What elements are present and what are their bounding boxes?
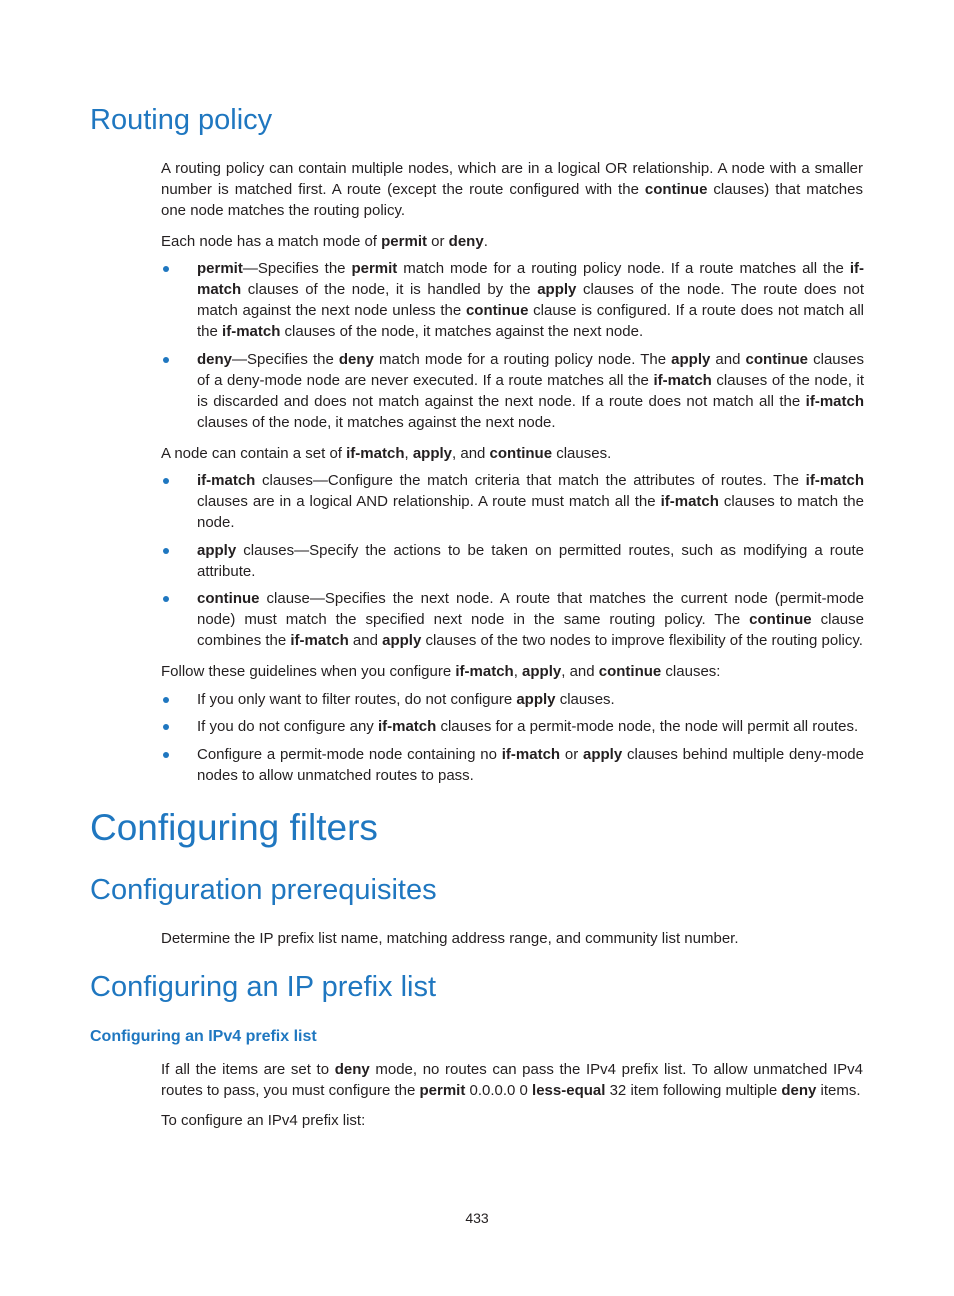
keyword: if-match — [222, 323, 281, 340]
bullet-icon — [163, 478, 169, 484]
text-run: clauses of the two nodes to improve flexibility of the routing policy. — [421, 632, 863, 649]
paragraph-match-mode — [161, 231, 863, 252]
keyword: permit — [419, 1082, 466, 1099]
text-run: clauses: — [661, 663, 721, 680]
bullet-icon — [163, 596, 169, 602]
keyword: apply — [583, 746, 623, 763]
paragraph-guidelines — [161, 661, 863, 682]
paragraph-routing-policy-intro — [161, 158, 863, 221]
keyword: apply — [412, 445, 453, 462]
text-run: A node can contain a set of — [161, 445, 347, 462]
keyword: deny — [448, 233, 484, 250]
keyword: continue — [465, 302, 529, 319]
keyword: deny — [338, 351, 374, 368]
text-run: , and — [452, 445, 490, 462]
keyword: if-match — [455, 663, 514, 680]
text-run: mode, no routes can pass the IPv4 prefix list. To allow unmatched IPv4 routes to pass, you must configure the — [161, 1061, 864, 1099]
keyword: apply — [197, 542, 237, 559]
keyword: if-match — [197, 472, 256, 489]
text-run: Each node has a match mode of — [161, 233, 382, 250]
text-run: clauses of a deny-mode node are never executed. If a route matches all the — [197, 351, 864, 389]
bullet-icon — [163, 724, 169, 730]
text-run: clauses—Configure the match criteria that match the attributes of routes. The — [255, 472, 806, 489]
text-run: clauses are in a logical AND relationship. A route must match all the — [197, 493, 661, 510]
keyword: less-equal — [532, 1082, 606, 1099]
keyword: continue — [745, 351, 809, 368]
text-run: , and — [561, 663, 599, 680]
text-run: or — [426, 233, 449, 250]
keyword: continue — [598, 663, 662, 680]
keyword: apply — [537, 281, 577, 298]
text-run: 32 item following multiple — [605, 1082, 782, 1099]
heading-configuring-filters: Configuring filters — [90, 807, 378, 848]
bullet-icon — [163, 357, 169, 363]
page-number: 433 — [465, 1210, 489, 1226]
text-run: clauses of the node. The route does not match against the next node unless the — [197, 281, 864, 319]
text-run: clauses. — [555, 691, 615, 708]
heading-configuration-prerequisites: Configuration prerequisites — [90, 874, 437, 906]
text-run: Configure a permit-mode node containing no — [197, 746, 502, 763]
text-run: —Specifies the — [242, 260, 352, 277]
heading-routing-policy: Routing policy — [90, 104, 273, 136]
bullet-icon — [163, 548, 169, 554]
list-item-continue — [197, 588, 864, 651]
text-run: . — [483, 233, 488, 250]
text-run: match mode for a routing policy node. The — [373, 351, 672, 368]
text-run: and — [710, 351, 746, 368]
keyword: apply — [516, 691, 556, 708]
text-run: , — [513, 663, 523, 680]
text-run: clauses. — [552, 445, 612, 462]
text-run: match mode for a routing policy node. If a route matches all the — [397, 260, 850, 277]
bullet-icon — [163, 266, 169, 272]
text-run: clauses—Specify the actions to be taken on permitted routes, such as modifying a route attribute. — [197, 542, 864, 580]
text-run: —Specifies the — [232, 351, 339, 368]
paragraph-prerequisites — [161, 928, 863, 949]
list-item-if-match — [197, 470, 864, 533]
text-run: or — [560, 746, 584, 763]
keyword: if-match — [290, 632, 349, 649]
text-run: A routing policy can contain multiple nodes, which are in a logical OR relationship. A node with a smaller number is matched first. A route (except the route configured with the — [161, 160, 863, 198]
bullet-icon — [163, 697, 169, 703]
list-item-deny — [197, 349, 864, 433]
keyword: if-match — [346, 445, 405, 462]
keyword: permit — [381, 233, 427, 250]
text-run: clauses for a permit-mode node, the node will permit all routes. — [436, 718, 859, 735]
text-run: items. — [816, 1082, 861, 1099]
keyword: permit — [197, 260, 243, 277]
text-run: clauses behind multiple deny-mode nodes to allow unmatched routes to pass. — [197, 746, 864, 784]
text-run: If all the items are set to — [161, 1061, 335, 1078]
keyword: if-match — [805, 393, 864, 410]
text-run: clause—Specifies the next node. A route that matches the current node (permit-mode node) must match the specified next node in the same routing policy. The — [197, 590, 864, 628]
text-run: clauses to match the node. — [197, 493, 864, 531]
keyword: if-match — [805, 472, 864, 489]
keyword: deny — [781, 1082, 817, 1099]
keyword: if-match — [197, 260, 864, 298]
keyword: continue — [644, 181, 708, 198]
keyword: if-match — [660, 493, 719, 510]
text-run: and — [348, 632, 383, 649]
keyword: apply — [522, 663, 562, 680]
list-item-guideline-1 — [197, 689, 864, 710]
keyword: continue — [197, 590, 260, 607]
paragraph-clauses — [161, 443, 863, 464]
text-run: To configure an IPv4 prefix list: — [161, 1112, 366, 1129]
text-run: clauses of the node, it is handled by the — [241, 281, 538, 298]
keyword: deny — [197, 351, 233, 368]
paragraph-ipv4-procedure — [161, 1110, 863, 1131]
heading-configuring-ip-prefix-list: Configuring an IP prefix list — [90, 971, 437, 1003]
text-run: If you do not configure any — [197, 718, 378, 735]
keyword: if-match — [377, 718, 437, 735]
heading-configuring-ipv4-prefix-list: Configuring an IPv4 prefix list — [90, 1028, 317, 1045]
list-item-apply — [197, 540, 864, 582]
text-run: If you only want to filter routes, do not configure — [197, 691, 517, 708]
keyword: deny — [334, 1061, 370, 1078]
text-run: clauses of the node, it is discarded and does not match against the next node. If a route does not match all the — [197, 372, 864, 410]
text-run: Follow these guidelines when you configure — [161, 663, 456, 680]
keyword: apply — [382, 632, 422, 649]
list-item-guideline-3 — [197, 744, 864, 786]
keyword: continue — [489, 445, 553, 462]
text-run: clauses) that matches one node matches the routing policy. — [161, 181, 863, 219]
keyword: continue — [749, 611, 812, 628]
text-run: clause is configured. If a route does not match all the — [197, 302, 864, 340]
text-run: clause combines the — [197, 611, 864, 649]
keyword: apply — [671, 351, 711, 368]
text-run: Determine the IP prefix list name, matching address range, and community list number. — [161, 930, 739, 947]
keyword: permit — [351, 260, 398, 277]
keyword: if-match — [653, 372, 712, 389]
list-item-guideline-2 — [197, 716, 864, 737]
keyword: if-match — [501, 746, 561, 763]
text-run: clauses of the node, it matches against the next node. — [280, 323, 644, 340]
paragraph-ipv4-intro — [161, 1059, 863, 1101]
text-run: clauses of the node, it matches against the next node. — [197, 414, 556, 431]
text-run: 0.0.0.0 0 — [465, 1082, 533, 1099]
bullet-icon — [163, 752, 169, 758]
list-item-permit — [197, 258, 864, 342]
text-run: , — [404, 445, 413, 462]
